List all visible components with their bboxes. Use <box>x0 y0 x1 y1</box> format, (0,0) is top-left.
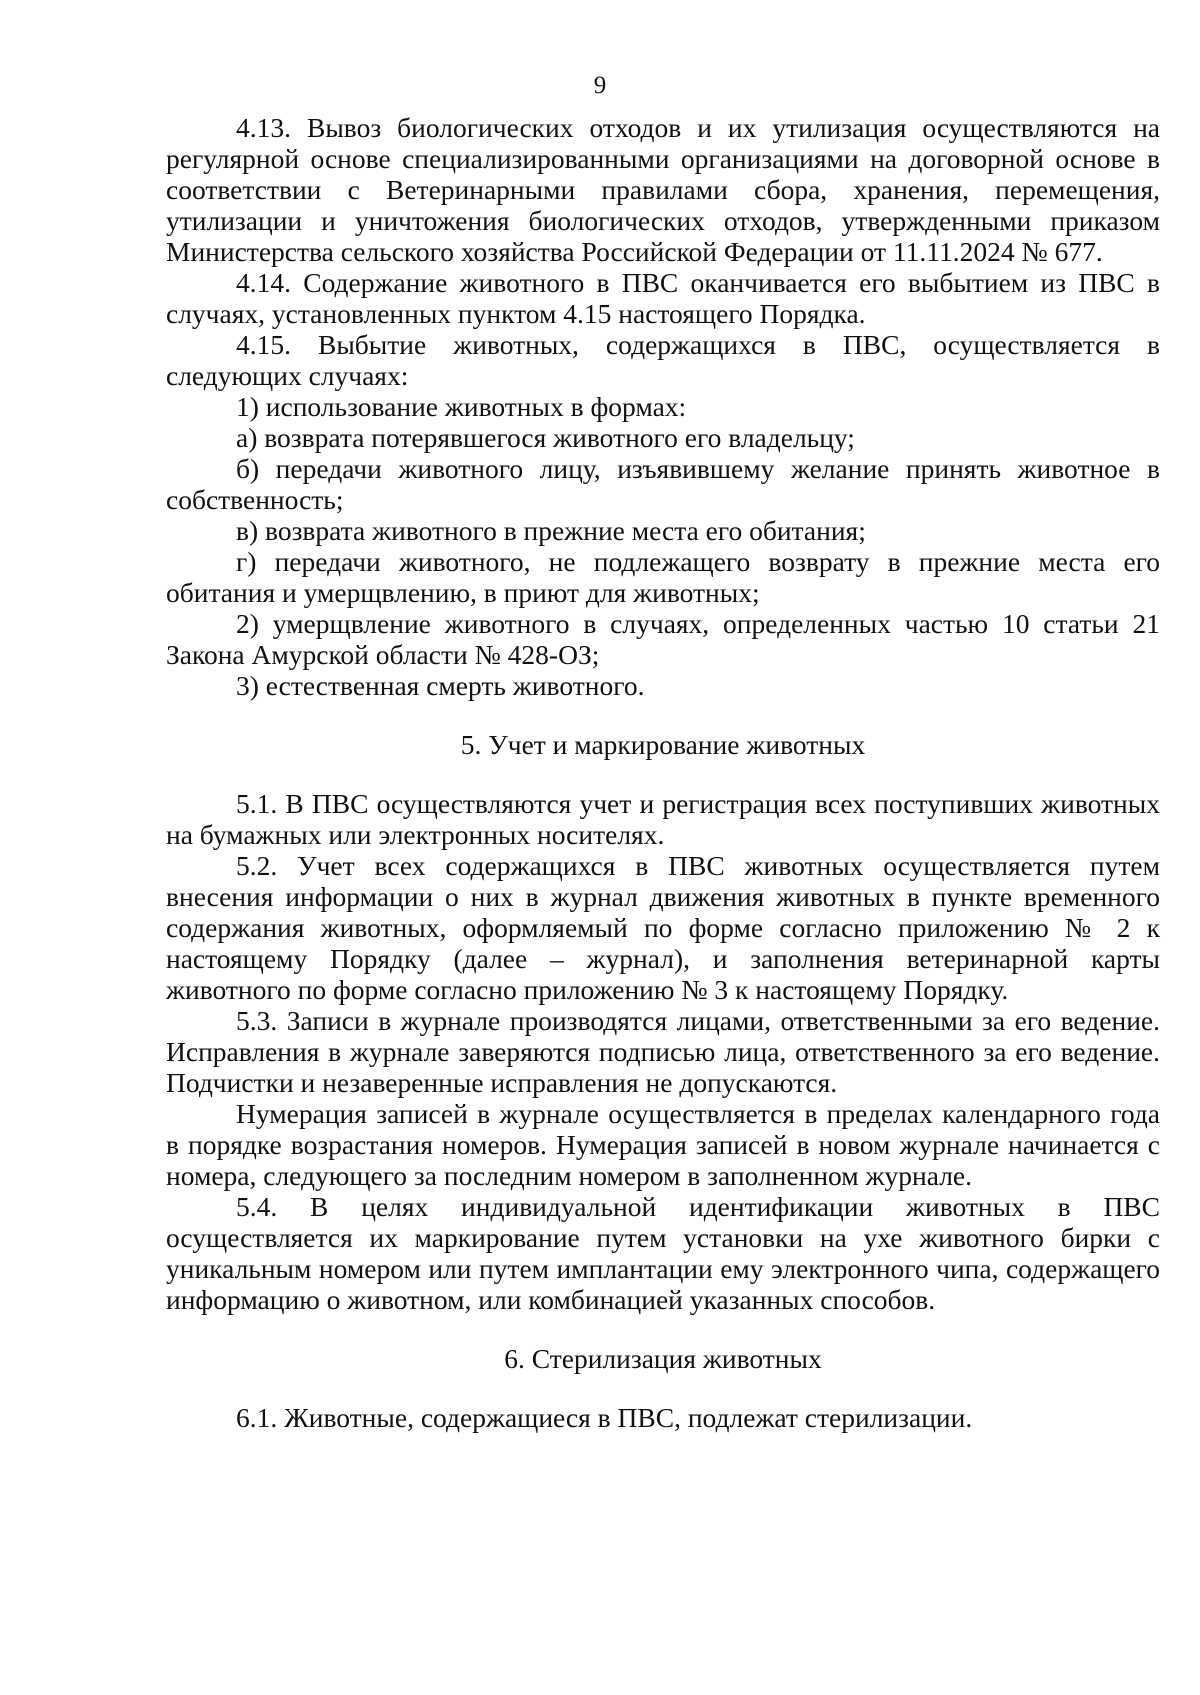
paragraph-4-15: 4.15. Выбытие животных, содержащихся в ПВС, осуществляется в следующих случаях: <box>166 329 1160 391</box>
section-5-heading: 5. Учет и маркирование животных <box>460 729 866 760</box>
paragraph-4-13: 4.13. Вывоз биологических отходов и их утилизация осуществляются на регулярной основе специализированными организациями на договорной основе в соответствии с Ветеринарными правилами сбора, хранения, перемещения, утилизации и уничтожения биологических отходов, утвержденными приказом Министерства сельского хозяйства Российской Федерации от 11.11.2024 № 677. <box>166 112 1160 267</box>
list-item-b: б) передачи животного лицу, изъявившему желание принять животное в собственность; <box>166 453 1160 515</box>
paragraph-4-14: 4.14. Содержание животного в ПВС оканчивается его выбытием из ПВС в случаях, установленных пунктом 4.15 настоящего Порядка. <box>166 267 1160 329</box>
list-item-3: 3) естественная смерть животного. <box>236 670 645 701</box>
paragraph-5-4: 5.4. В целях индивидуальной идентификации животных в ПВС осуществляется их маркирование путем установки на ухе животного бирки с уникальным номером или путем имплантации ему электронного чипа, содержащего информацию о животном, или комбинацией указанных способов. <box>166 1191 1160 1315</box>
list-item-g: г) передачи животного, не подлежащего возврату в прежние места его обитания и умерщвлению, в приют для животных; <box>166 546 1160 608</box>
page-number: 9 <box>593 72 607 99</box>
list-item-v: в) возврата животного в прежние места его обитания; <box>236 515 866 546</box>
section-6-heading: 6. Стерилизация животных <box>504 1343 822 1374</box>
paragraph-5-2: 5.2. Учет всех содержащихся в ПВС животных осуществляется путем внесения информации о них в журнал движения животных в пункте временного содержания животных, оформляемый по форме согласно приложению № 2 к настоящему Порядку (далее – журнал), и заполнения ветеринарной карты животного по форме согласно приложению № 3 к настоящему Порядку. <box>166 850 1160 1005</box>
list-item-1: 1) использование животных в формах: <box>236 391 687 422</box>
list-item-a: а) возврата потерявшегося животного его владельцу; <box>236 422 855 453</box>
paragraph-5-3: 5.3. Записи в журнале производятся лицами, ответственными за его ведение. Исправления в журнале заверяются подписью лица, ответственного за его ведение. Подчистки и незаверенные исправления не допускаются. <box>166 1005 1160 1098</box>
paragraph-5-1: 5.1. В ПВС осуществляются учет и регистрация всех поступивших животных на бумажных или электронных носителях. <box>166 788 1160 850</box>
list-item-2: 2) умерщвление животного в случаях, определенных частью 10 статьи 21 Закона Амурской области № 428-ОЗ; <box>166 608 1160 670</box>
document-body <box>166 112 1160 1433</box>
paragraph-5-3-numbering: Нумерация записей в журнале осуществляется в пределах календарного года в порядке возрастания номеров. Нумерация записей в новом журнале начинается с номера, следующего за последним номером в заполненном журнале. <box>166 1098 1160 1191</box>
paragraph-6-1: 6.1. Животные, содержащиеся в ПВС, подлежат стерилизации. <box>236 1402 973 1433</box>
